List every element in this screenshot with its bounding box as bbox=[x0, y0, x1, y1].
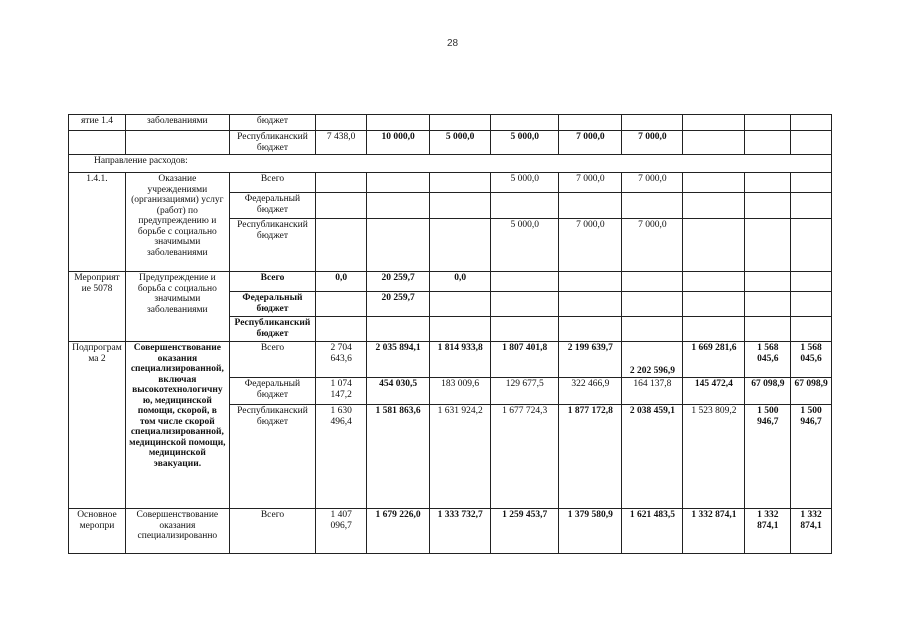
cell bbox=[559, 317, 622, 342]
cell bbox=[745, 219, 791, 272]
cell: 1 669 281,6 bbox=[683, 342, 745, 378]
cell bbox=[316, 219, 367, 272]
cell: Республиканский бюджет bbox=[229, 219, 315, 272]
cell: 10 000,0 bbox=[367, 131, 430, 155]
cell bbox=[683, 173, 745, 193]
cell: ятие 1.4 bbox=[69, 115, 126, 131]
cell bbox=[491, 292, 559, 317]
cell: 1 259 453,7 bbox=[491, 509, 559, 554]
cell: 67 098,9 bbox=[745, 378, 791, 405]
cell: 7 000,0 bbox=[559, 219, 622, 272]
cell bbox=[559, 272, 622, 292]
cell: Подпрограмма 2 bbox=[69, 342, 126, 509]
cell: 1 677 724,3 bbox=[491, 405, 559, 509]
cell bbox=[367, 219, 430, 272]
cell: Основное меропри bbox=[69, 509, 126, 554]
cell bbox=[745, 173, 791, 193]
cell bbox=[683, 219, 745, 272]
cell: 2 704 643,6 bbox=[316, 342, 367, 378]
cell: 20 259,7 bbox=[367, 272, 430, 292]
cell bbox=[367, 115, 430, 131]
cell: 2 202 596,9 bbox=[622, 342, 683, 378]
cell: 164 137,8 bbox=[622, 378, 683, 405]
cell: 0,0 bbox=[430, 272, 491, 292]
cell bbox=[559, 292, 622, 317]
cell: Всего bbox=[229, 173, 315, 193]
cell bbox=[430, 317, 491, 342]
cell: 67 098,9 bbox=[791, 378, 832, 405]
cell: 1 407 096,7 bbox=[316, 509, 367, 554]
cell: 1 631 924,2 bbox=[430, 405, 491, 509]
cell bbox=[367, 317, 430, 342]
cell: 1.4.1. bbox=[69, 173, 126, 272]
cell: 1 621 483,5 bbox=[622, 509, 683, 554]
cell: 1 679 226,0 bbox=[367, 509, 430, 554]
cell: 2 035 894,1 bbox=[367, 342, 430, 378]
table-row bbox=[69, 509, 832, 554]
cell: 145 472,4 bbox=[683, 378, 745, 405]
cell: 7 000,0 bbox=[622, 173, 683, 193]
cell: 2 038 459,1 bbox=[622, 405, 683, 509]
cell: Мероприятие 5078 bbox=[69, 272, 126, 342]
cell: 1 500 946,7 bbox=[791, 405, 832, 509]
cell: 7 000,0 bbox=[622, 219, 683, 272]
cell: 1 807 401,8 bbox=[491, 342, 559, 378]
cell: 1 332 874,1 bbox=[683, 509, 745, 554]
section-heading: Направление расходов: bbox=[69, 155, 832, 173]
cell bbox=[683, 292, 745, 317]
cell: 1 581 863,6 bbox=[367, 405, 430, 509]
table-row bbox=[69, 131, 832, 155]
cell bbox=[622, 193, 683, 219]
cell: 129 677,5 bbox=[491, 378, 559, 405]
cell: 7 438,0 bbox=[316, 131, 367, 155]
cell: 5 000,0 bbox=[491, 173, 559, 193]
cell: 1 814 933,8 bbox=[430, 342, 491, 378]
cell: 1 500 946,7 bbox=[745, 405, 791, 509]
cell bbox=[316, 193, 367, 219]
cell: заболеваниями bbox=[125, 115, 229, 131]
table-row bbox=[69, 342, 832, 378]
cell: Всего bbox=[229, 272, 315, 292]
cell: 2 199 639,7 bbox=[559, 342, 622, 378]
cell bbox=[430, 292, 491, 317]
cell bbox=[683, 317, 745, 342]
cell bbox=[622, 292, 683, 317]
table-row bbox=[69, 155, 832, 173]
cell: 1 523 809,2 bbox=[683, 405, 745, 509]
cell bbox=[491, 193, 559, 219]
cell bbox=[430, 173, 491, 193]
cell: 5 000,0 bbox=[491, 219, 559, 272]
cell: 7 000,0 bbox=[622, 131, 683, 155]
cell bbox=[491, 317, 559, 342]
cell bbox=[316, 173, 367, 193]
cell: Федеральный бюджет bbox=[229, 292, 315, 317]
cell: Республиканский бюджет bbox=[229, 131, 315, 155]
cell bbox=[559, 115, 622, 131]
cell bbox=[745, 115, 791, 131]
cell bbox=[683, 131, 745, 155]
cell: бюджет bbox=[229, 115, 315, 131]
cell bbox=[791, 292, 832, 317]
cell: Республиканский бюджет bbox=[229, 405, 315, 509]
cell bbox=[316, 115, 367, 131]
cell: Всего bbox=[229, 509, 315, 554]
cell bbox=[745, 272, 791, 292]
cell: 322 466,9 bbox=[559, 378, 622, 405]
cell: 454 030,5 bbox=[367, 378, 430, 405]
cell: Оказание учреждениями (организациями) услуг (работ) по предупреждению и борьбе с социально значимыми заболеваниями bbox=[125, 173, 229, 272]
cell bbox=[745, 131, 791, 155]
cell: Федеральный бюджет bbox=[229, 378, 315, 405]
cell bbox=[791, 131, 832, 155]
cell: Предупреждение и борьба с социально значимыми заболеваниями bbox=[125, 272, 229, 342]
cell: 1 877 172,8 bbox=[559, 405, 622, 509]
cell bbox=[430, 115, 491, 131]
cell: 1 074 147,2 bbox=[316, 378, 367, 405]
cell bbox=[683, 193, 745, 219]
cell bbox=[491, 272, 559, 292]
cell: 1 332 874,1 bbox=[791, 509, 832, 554]
cell: 1 333 732,7 bbox=[430, 509, 491, 554]
cell bbox=[367, 193, 430, 219]
table-row bbox=[69, 272, 832, 292]
cell: 5 000,0 bbox=[430, 131, 491, 155]
cell: 5 000,0 bbox=[491, 131, 559, 155]
cell bbox=[683, 272, 745, 292]
budget-table bbox=[68, 114, 832, 554]
cell bbox=[791, 272, 832, 292]
cell: 1 379 580,9 bbox=[559, 509, 622, 554]
cell bbox=[69, 131, 126, 155]
cell bbox=[622, 317, 683, 342]
cell bbox=[316, 292, 367, 317]
cell bbox=[745, 193, 791, 219]
cell bbox=[622, 272, 683, 292]
cell: 7 000,0 bbox=[559, 173, 622, 193]
cell: 7 000,0 bbox=[559, 131, 622, 155]
cell bbox=[791, 193, 832, 219]
cell: Совершенствование оказания специализированно bbox=[125, 509, 229, 554]
cell: 1 568 045,6 bbox=[745, 342, 791, 378]
cell: Федеральный бюджет bbox=[229, 193, 315, 219]
cell: 1 568 045,6 bbox=[791, 342, 832, 378]
cell bbox=[430, 219, 491, 272]
cell bbox=[683, 115, 745, 131]
cell bbox=[745, 292, 791, 317]
cell bbox=[125, 131, 229, 155]
cell bbox=[791, 115, 832, 131]
table-row bbox=[69, 115, 832, 131]
cell bbox=[791, 173, 832, 193]
cell: 1 630 496,4 bbox=[316, 405, 367, 509]
cell bbox=[745, 317, 791, 342]
cell: 20 259,7 bbox=[367, 292, 430, 317]
cell: 1 332 874,1 bbox=[745, 509, 791, 554]
page-number: 28 bbox=[446, 38, 459, 49]
cell: 183 009,6 bbox=[430, 378, 491, 405]
table-row bbox=[69, 173, 832, 193]
cell bbox=[316, 317, 367, 342]
cell bbox=[491, 115, 559, 131]
cell: Республиканский бюджет bbox=[229, 317, 315, 342]
cell: Всего bbox=[229, 342, 315, 378]
cell: Совершенствование оказания специализированной, включая высокотехнологичную, медицинской помощи, скорой, в том числе скорой специализированной, медицинской помощи, медицинской эвакуации. bbox=[125, 342, 229, 509]
cell: 0,0 bbox=[316, 272, 367, 292]
cell bbox=[367, 173, 430, 193]
cell bbox=[559, 193, 622, 219]
cell bbox=[622, 115, 683, 131]
cell bbox=[430, 193, 491, 219]
cell bbox=[791, 219, 832, 272]
cell bbox=[791, 317, 832, 342]
